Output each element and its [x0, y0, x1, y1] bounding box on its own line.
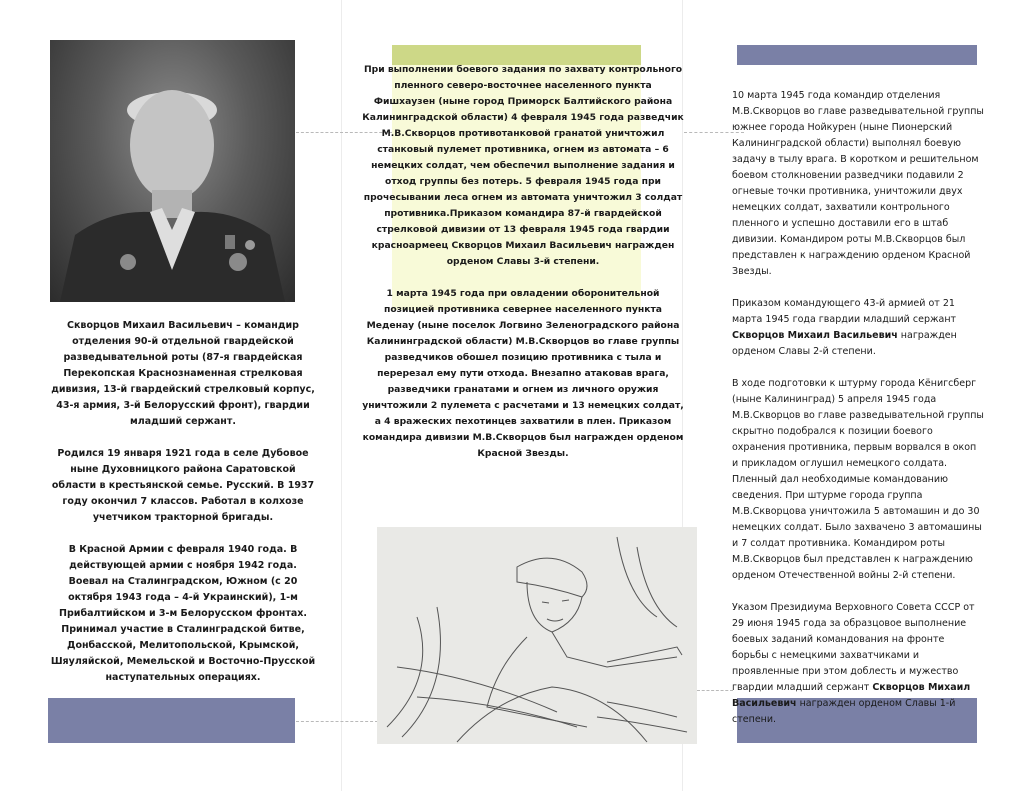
- soldier-sketch-image: [377, 527, 697, 744]
- middle-panel-text: [362, 62, 684, 462]
- blue-band-bottom-left: [48, 698, 295, 743]
- glory-2nd-text-pre: Приказом командующего 43-й армией от 21 марта 1945 года гвардии младший сержант: [732, 298, 957, 325]
- glory-1st-text-post: награжден орденом Славы 1-й степени.: [732, 698, 956, 725]
- dashed-guide: [296, 721, 378, 722]
- glory-1st-text-pre: Указом Президиума Верховного Совета СССР от 29 июня 1945 года за образцовое выполнение боевых заданий командования на фронте борьбы с немецкими захватчиками и проявленные при этом доблесть и мужество гвардии младший сержант: [732, 602, 975, 693]
- glory-1st-paragraph: [732, 600, 984, 728]
- dashed-guide: [697, 690, 733, 691]
- right-panel-text: [732, 88, 984, 728]
- glory-2nd-text-post: награжден орденом Славы 2-й степени.: [732, 330, 957, 357]
- neukuhren-paragraph: 10 марта 1945 года командир отделения М.В.Скворцов во главе разведывательной группы южнее города Нойкурен (ныне Пионерский Калининградской области) выполнял боевую задачу в тылу врага. В коротком и решительном боевом столкновении разведчики подавили 2 огневые точки противника, уничтожили двух немецких солдат, захватили контрольного пленного и успешно доставили его в штаб дивизии. Командиром роты М.В.Скворцов был представлен к награждению орденом Красной Звезды.: [732, 90, 984, 277]
- medenau-paragraph: 1 марта 1945 года при овладении оборонительной позицией противника севернее населенного пункта Меденау (ныне поселок Логвино Зеленоградского района Калининградской области) М.В.Скворцов во главе группы разведчиков обошел позицию противника с тыла и перерезал ему пути отхода. Внезапно атаковав врага, разведчики гранатами и огнем из личного оружия уничтожили 2 пулемета с расчетами и 13 немецких солдат, а 4 вражеских пехотинцев захватили в плен. Приказом командира дивизии М.В.Скворцов был награжден орденом Красной Звезды.: [362, 288, 684, 459]
- glory-2nd-paragraph: [732, 296, 984, 360]
- portrait-icon: [50, 40, 295, 302]
- fishhausen-paragraph: При выполнении боевого задания по захвату контрольного пленного северо-восточнее населенного пункта Фишхаузен (ныне город Приморск Балтийского района Калининградской области) 4 февраля 1945 года разведчик М.В.Скворцов противотанковой гранатой уничтожил станковый пулемет противника, огнем из автомата – 6 немецких солдат, чем обеспечил выполнение задания и отход группы без потерь. 5 февраля 1945 года при прочесывании леса огнем из автомата уничтожил 3 солдат противника.Приказом командира 87-й гвардейской стрелковой дивизии от 13 февраля 1945 года гвардии красноармеец Скворцов Михаил Васильевич награжден орденом Славы 3-й степени.: [362, 64, 684, 267]
- glory-2nd-hero-name: Скворцов Михаил Васильевич: [732, 330, 898, 341]
- left-panel-text: [48, 318, 318, 686]
- army-service-paragraph: В Красной Армии с февраля 1940 года. В действующей армии с ноября 1942 года. Воевал на Сталинградском, Южном (с 20 октября 1943 года – 4-й Украинский), 1-м Прибалтийском и 3-м Белорусском фронтах. Принимал участие в Сталинградской битве, Донбасской, Мелитопольской, Крымской, Шяуляйской, Мемельской и Восточно-Прусской наступательных операциях.: [50, 544, 316, 683]
- blue-band-top-right: [737, 45, 977, 65]
- veteran-portrait-photo: [50, 40, 295, 302]
- konigsberg-paragraph: В ходе подготовки к штурму города Кёнигсберг (ныне Калининград) 5 апреля 1945 года М.В.Скворцов во главе разведывательной группы скрытно подобрался к позиции боевого охранения противника, первым ворвался в окоп и прикладом оглушил немецкого солдата. Пленный дал необходимые командованию сведения. При штурме города группа М.В.Скворцова уничтожила 5 автомашин и до 30 немецких солдат. Было захвачено 3 автомашины и 7 солдат противника. Командиром роты М.В.Скворцов был представлен к награждению орденом Отечественной войны 2-й степени.: [732, 378, 984, 581]
- bio-intro-paragraph: Скворцов Михаил Васильевич – командир отделения 90-й отдельной гвардейской разведывательной роты (87-я гвардейская Перекопская Краснознаменная стрелковая дивизия, 13-й гвардейский стрелковый корпус, 43-я армия, 3-й Белорусский фронт), гвардии младший сержант.: [51, 320, 315, 427]
- panel-fold-line: [341, 0, 342, 791]
- glory-1st-hero-name: Скворцов Михаил Васильевич: [732, 682, 971, 709]
- birth-paragraph: Родился 19 января 1921 года в селе Дубовое ныне Духовницкого района Саратовской области в крестьянской семье. Русский. В 1937 году окончил 7 классов. Работал в колхозе учетчиком тракторной бригады.: [51, 448, 315, 523]
- sketch-icon: [377, 527, 697, 744]
